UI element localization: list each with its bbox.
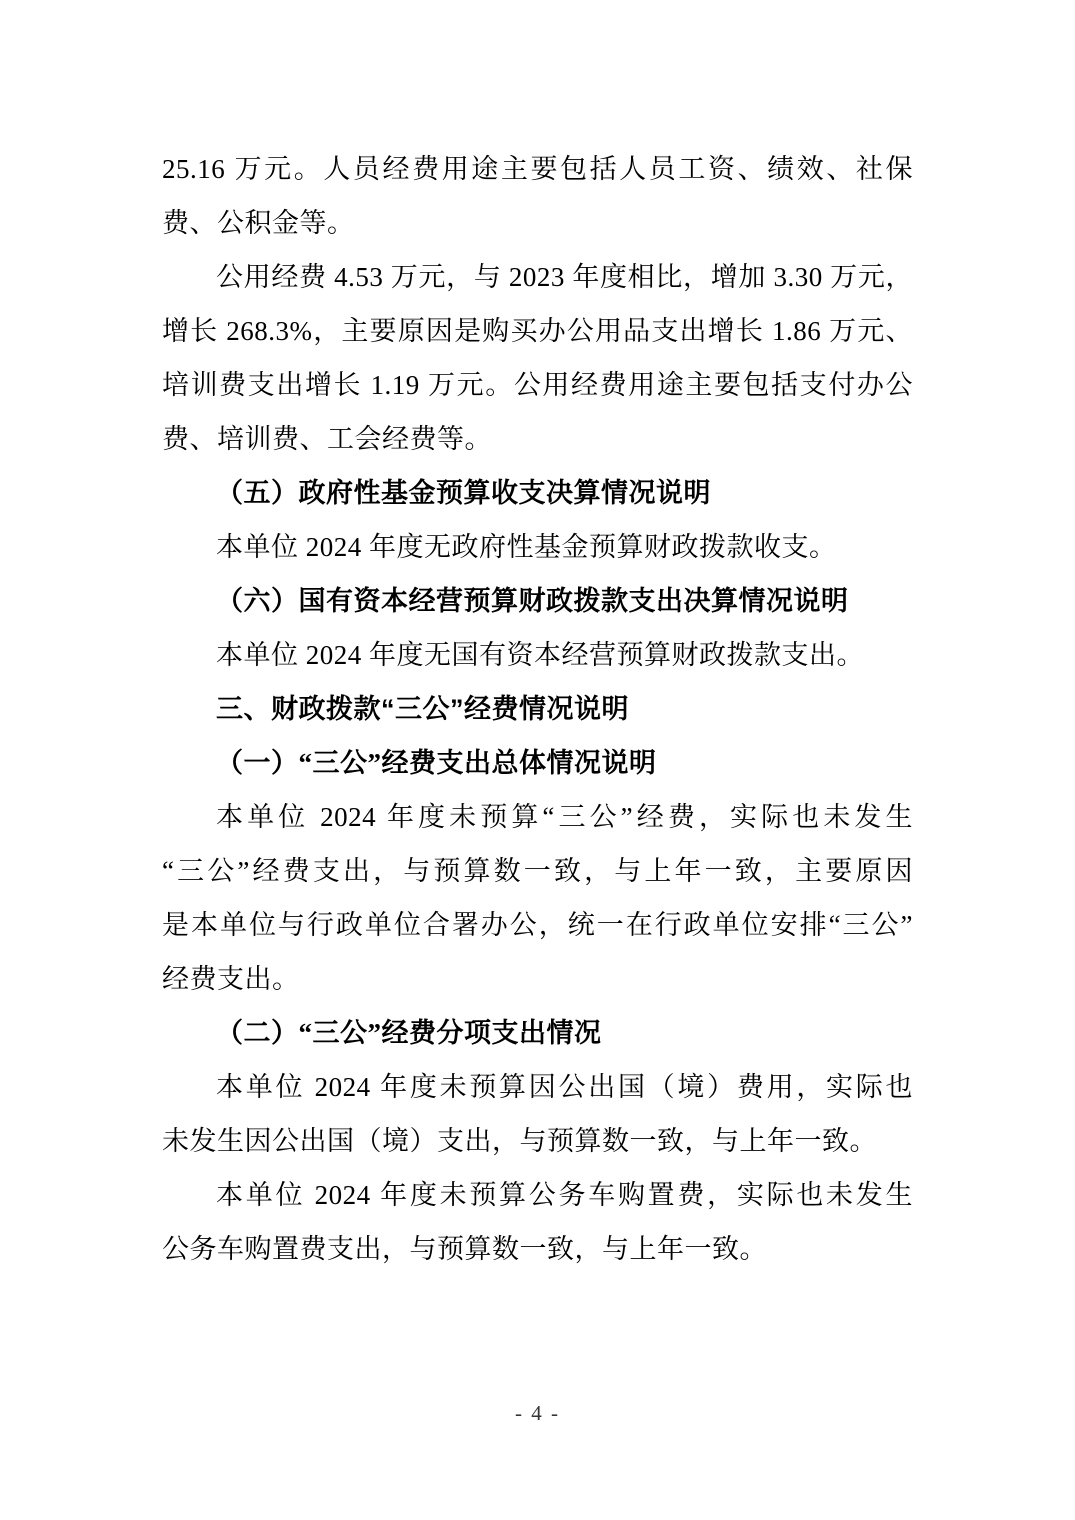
heading-sub-1: （一）“三公”经费支出总体情况说明 [216, 748, 657, 778]
body-line: 费、培训费、工会经费等。 [162, 424, 492, 454]
heading-section-5: （五）政府性基金预算收支决算情况说明 [216, 478, 711, 508]
body-line: 本单位 2024 年度无国有资本经营预算财政拨款支出。 [216, 640, 864, 670]
body-line: 25.16 万元。人员经费用途主要包括人员工资、绩效、社保 [162, 154, 913, 184]
body-line: 增长 268.3%，主要原因是购买办公用品支出增长 1.86 万元、 [162, 316, 913, 346]
body-line: 经费支出。 [162, 964, 300, 994]
body-line: 公用经费 4.53 万元，与 2023 年度相比，增加 3.30 万元， [216, 262, 913, 292]
body-line: 是本单位与行政单位合署办公，统一在行政单位安排“三公” [162, 910, 913, 940]
body-line: 本单位 2024 年度未预算因公出国（境）费用，实际也 [216, 1072, 913, 1102]
heading-section-6: （六）国有资本经营预算财政拨款支出决算情况说明 [216, 586, 849, 616]
page-number: - 4 - [515, 1401, 560, 1425]
body-line: 未发生因公出国（境）支出，与预算数一致，与上年一致。 [162, 1126, 877, 1156]
body-line: 公务车购置费支出，与预算数一致，与上年一致。 [162, 1234, 767, 1264]
body-line: 本单位 2024 年度无政府性基金预算财政拨款收支。 [216, 532, 837, 562]
body-line: 本单位 2024 年度未预算公务车购置费，实际也未发生 [216, 1180, 913, 1210]
heading-part-3: 三、财政拨款“三公”经费情况说明 [216, 694, 629, 724]
document-body [162, 142, 913, 1276]
heading-sub-2: （二）“三公”经费分项支出情况 [216, 1018, 602, 1048]
body-line: 本单位 2024 年度未预算“三公”经费，实际也未发生 [216, 802, 913, 832]
body-line: 费、公积金等。 [162, 208, 355, 238]
body-line: 培训费支出增长 1.19 万元。公用经费用途主要包括支付办公 [162, 370, 913, 400]
body-line: “三公”经费支出，与预算数一致，与上年一致，主要原因 [162, 856, 913, 886]
